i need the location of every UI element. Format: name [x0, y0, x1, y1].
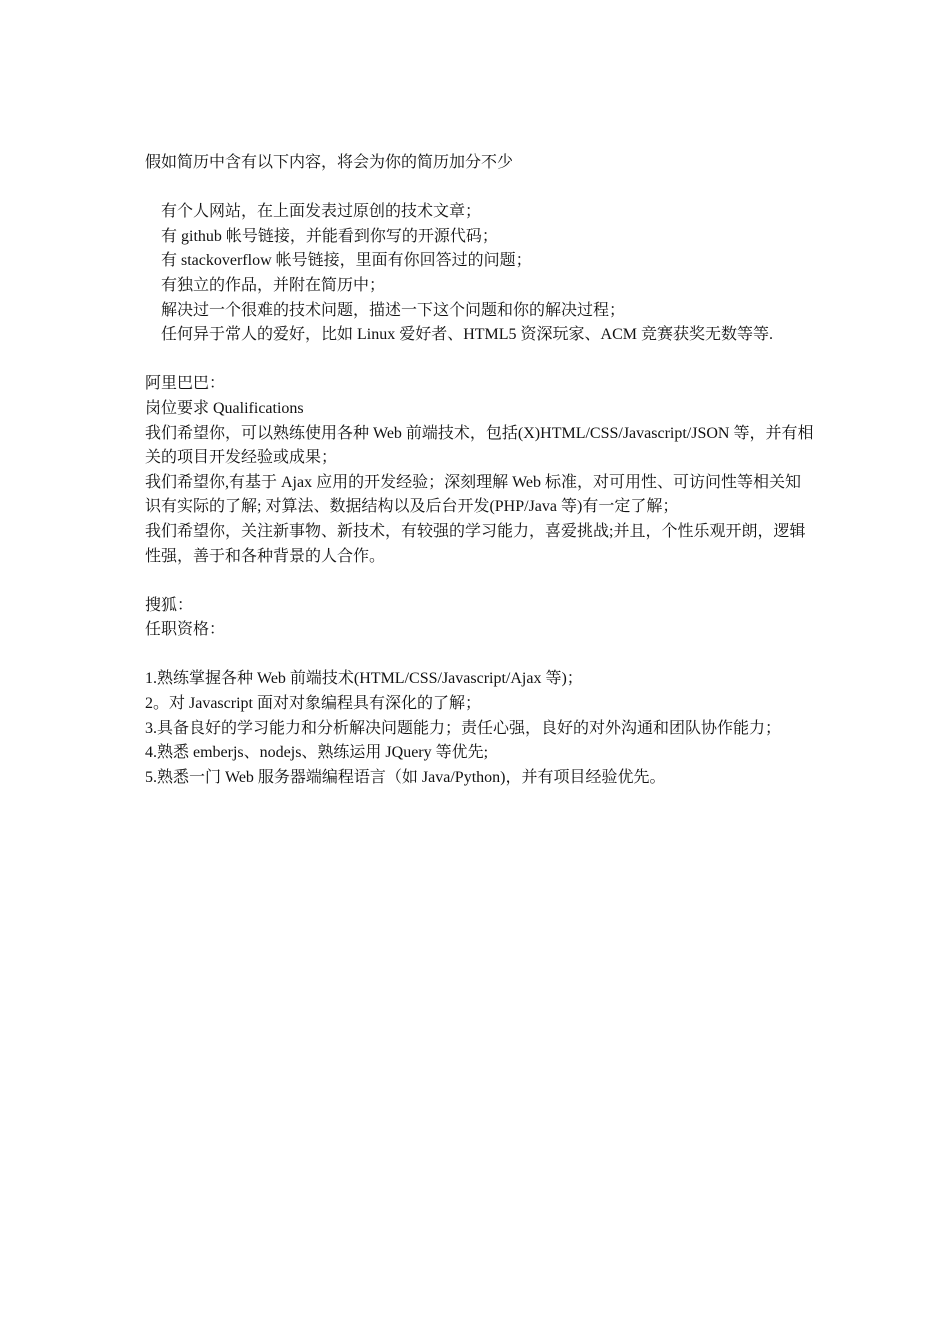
requirement-paragraph: 我们希望你,有基于 Ajax 应用的开发经验；深刻理解 Web 标准，对可用性、可访问性等相关知识有实际的了解; 对算法、数据结构以及后台开发(PHP/Java 等)有一定了解； [145, 473, 802, 516]
bonus-item: 有 github 帐号链接，并能看到你写的开源代码； [161, 227, 498, 245]
company-name: 阿里巴巴： [145, 375, 226, 393]
bonus-item: 有个人网站，在上面发表过原创的技术文章； [161, 203, 482, 221]
requirement-paragraph: 我们希望你，可以熟练使用各种 Web 前端技术，包括(X)HTML/CSS/Javascript/JSON 等，并有相关的项目开发经验或成果； [145, 424, 814, 467]
document-page [145, 151, 815, 790]
alibaba-section [145, 372, 815, 569]
list-item: 3.具备良好的学习能力和分析解决问题能力；责任心强，良好的对外沟通和团队协作能力； [145, 719, 782, 737]
list-item: 1.熟练掌握各种 Web 前端技术(HTML/CSS/Javascript/Ajax 等)； [145, 670, 583, 688]
bonus-item: 有 stackoverflow 帐号链接，里面有你回答过的问题； [161, 252, 532, 270]
intro-text: 假如简历中含有以下内容，将会为你的简历加分不少 [145, 154, 514, 171]
requirement-paragraph: 我们希望你，关注新事物、新技术，有较强的学习能力，喜爱挑战;并且，个性乐观开朗，逻辑性强，善于和各种背景的人合作。 [145, 522, 806, 565]
section-heading: 岗位要求 Qualifications [145, 399, 304, 417]
bonus-item: 任何异于常人的爱好，比如 Linux 爱好者、HTML5 资深玩家、ACM 竞赛获奖无数等等. [161, 326, 774, 344]
list-item: 4.熟悉 emberjs、nodejs、熟练运用 JQuery 等优先; [145, 744, 489, 762]
company-name: 搜狐： [145, 596, 194, 614]
section-heading: 任职资格： [145, 621, 226, 639]
bonus-item: 解决过一个很难的技术问题，描述一下这个问题和你的解决过程； [161, 301, 626, 319]
sohu-section [145, 594, 815, 791]
list-item: 5.熟悉一门 Web 服务器端编程语言（如 Java/Python)，并有项目经验优先。 [145, 768, 666, 786]
spacer [145, 569, 815, 594]
bonus-list [145, 200, 815, 348]
spacer [145, 176, 815, 201]
spacer [145, 643, 815, 668]
spacer [145, 348, 815, 373]
bonus-item: 有独立的作品，并附在简历中； [161, 276, 386, 294]
list-item: 2。对 Javascript 面对对象编程具有深化的了解； [145, 695, 481, 713]
